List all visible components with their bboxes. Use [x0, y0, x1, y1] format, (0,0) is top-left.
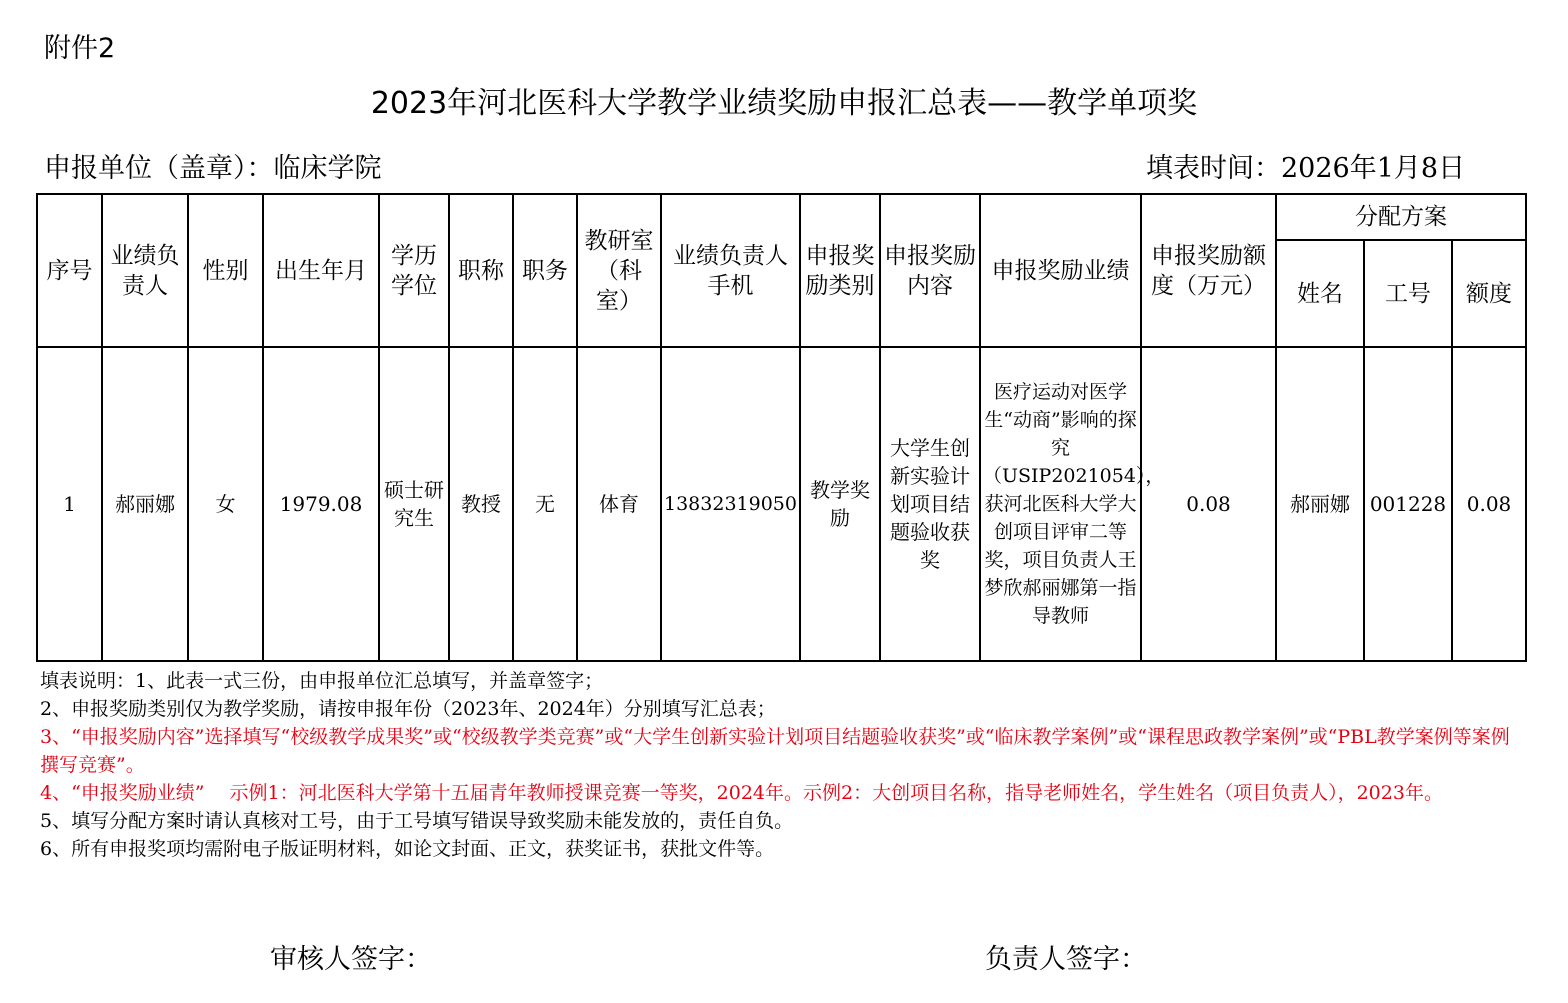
- cell-amount: 0.08: [1141, 347, 1276, 661]
- table-row: [37, 347, 1526, 661]
- cell-leader: 郝丽娜: [102, 347, 188, 661]
- note-4: 4、“申报奖励业绩” 示例1：河北医科大学第十五届青年教师授课竞赛一等奖，2024年。示例2：大创项目名称，指导老师姓名，学生姓名（项目负责人），2023年。: [40, 782, 1443, 804]
- header-birth: 出生年月: [263, 194, 379, 347]
- header-phone: 业绩负责人手机: [661, 194, 800, 347]
- fill-instructions: [40, 667, 1510, 863]
- page-title: 2023年河北医科大学教学业绩奖励申报汇总表——教学单项奖: [370, 86, 1198, 121]
- header-dist-name: 姓名: [1276, 240, 1364, 347]
- header-leader: 业绩负责人: [102, 194, 188, 347]
- header-education: 学历学位: [379, 194, 449, 347]
- cell-dist-name: 郝丽娜: [1276, 347, 1364, 661]
- header-achievement: 申报奖励业绩: [980, 194, 1141, 347]
- header-seq: 序号: [37, 194, 102, 347]
- note-1: 填表说明：1、此表一式三份，由申报单位汇总填写，并盖章签字；: [40, 670, 604, 692]
- header-amount: 申报奖励额度（万元）: [1141, 194, 1276, 347]
- cell-seq: 1: [37, 347, 102, 661]
- header-position: 职务: [513, 194, 577, 347]
- cell-award-content: 大学生创新实验计划项目结题验收获奖: [880, 347, 980, 661]
- responsible-signature: 负责人签字：: [985, 944, 1147, 975]
- cell-phone: 13832319050: [661, 347, 800, 661]
- header-department: 教研室（科室）: [577, 194, 661, 347]
- cell-birth: 1979.08: [263, 347, 379, 661]
- attachment-label: 附件2: [44, 33, 116, 64]
- cell-position: 无: [513, 347, 577, 661]
- header-dist-id: 工号: [1364, 240, 1452, 347]
- cell-award-category: 教学奖励: [800, 347, 880, 661]
- cell-gender: 女: [188, 347, 263, 661]
- header-row: [37, 194, 1526, 240]
- cell-dist-id: 001228: [1364, 347, 1452, 661]
- reporting-unit: 申报单位（盖章）：临床学院: [44, 153, 382, 184]
- header-award-content: 申报奖励内容: [880, 194, 980, 347]
- header-award-category: 申报奖励类别: [800, 194, 880, 347]
- note-6: 6、所有申报奖项均需附电子版证明材料，如论文封面、正文，获奖证书，获批文件等。: [40, 838, 775, 860]
- cell-title: 教授: [449, 347, 513, 661]
- cell-education: 硕士研究生: [379, 347, 449, 661]
- summary-table: [36, 193, 1527, 662]
- note-3: 3、“申报奖励内容”选择填写“校级教学成果奖”或“校级教学类竞赛”或“大学生创新实验计划项目结题验收获奖”或“临床教学案例”或“课程思政教学案例”或“PBL教学案例等案例撰写竞赛”。: [40, 726, 1510, 776]
- note-5: 5、填写分配方案时请认真核对工号，由于工号填写错误导致奖励未能发放的，责任自负。: [40, 810, 794, 832]
- note-2: 2、申报奖励类别仅为教学奖励，请按申报年份（2023年、2024年）分别填写汇总表；: [40, 698, 776, 720]
- cell-department: 体育: [577, 347, 661, 661]
- header-dist-amount: 额度: [1452, 240, 1526, 347]
- cell-achievement: 医疗运动对医学生“动商”影响的探究（USIP2021054），获河北医科大学大创项目评审二等奖，项目负责人王梦欣郝丽娜第一指导教师: [980, 347, 1141, 661]
- header-title: 职称: [449, 194, 513, 347]
- reviewer-signature: 审核人签字：: [270, 944, 432, 975]
- cell-dist-amount: 0.08: [1452, 347, 1526, 661]
- fill-date: 填表时间：2026年1月8日: [1146, 153, 1466, 184]
- header-distribution: 分配方案: [1276, 194, 1526, 240]
- header-gender: 性别: [188, 194, 263, 347]
